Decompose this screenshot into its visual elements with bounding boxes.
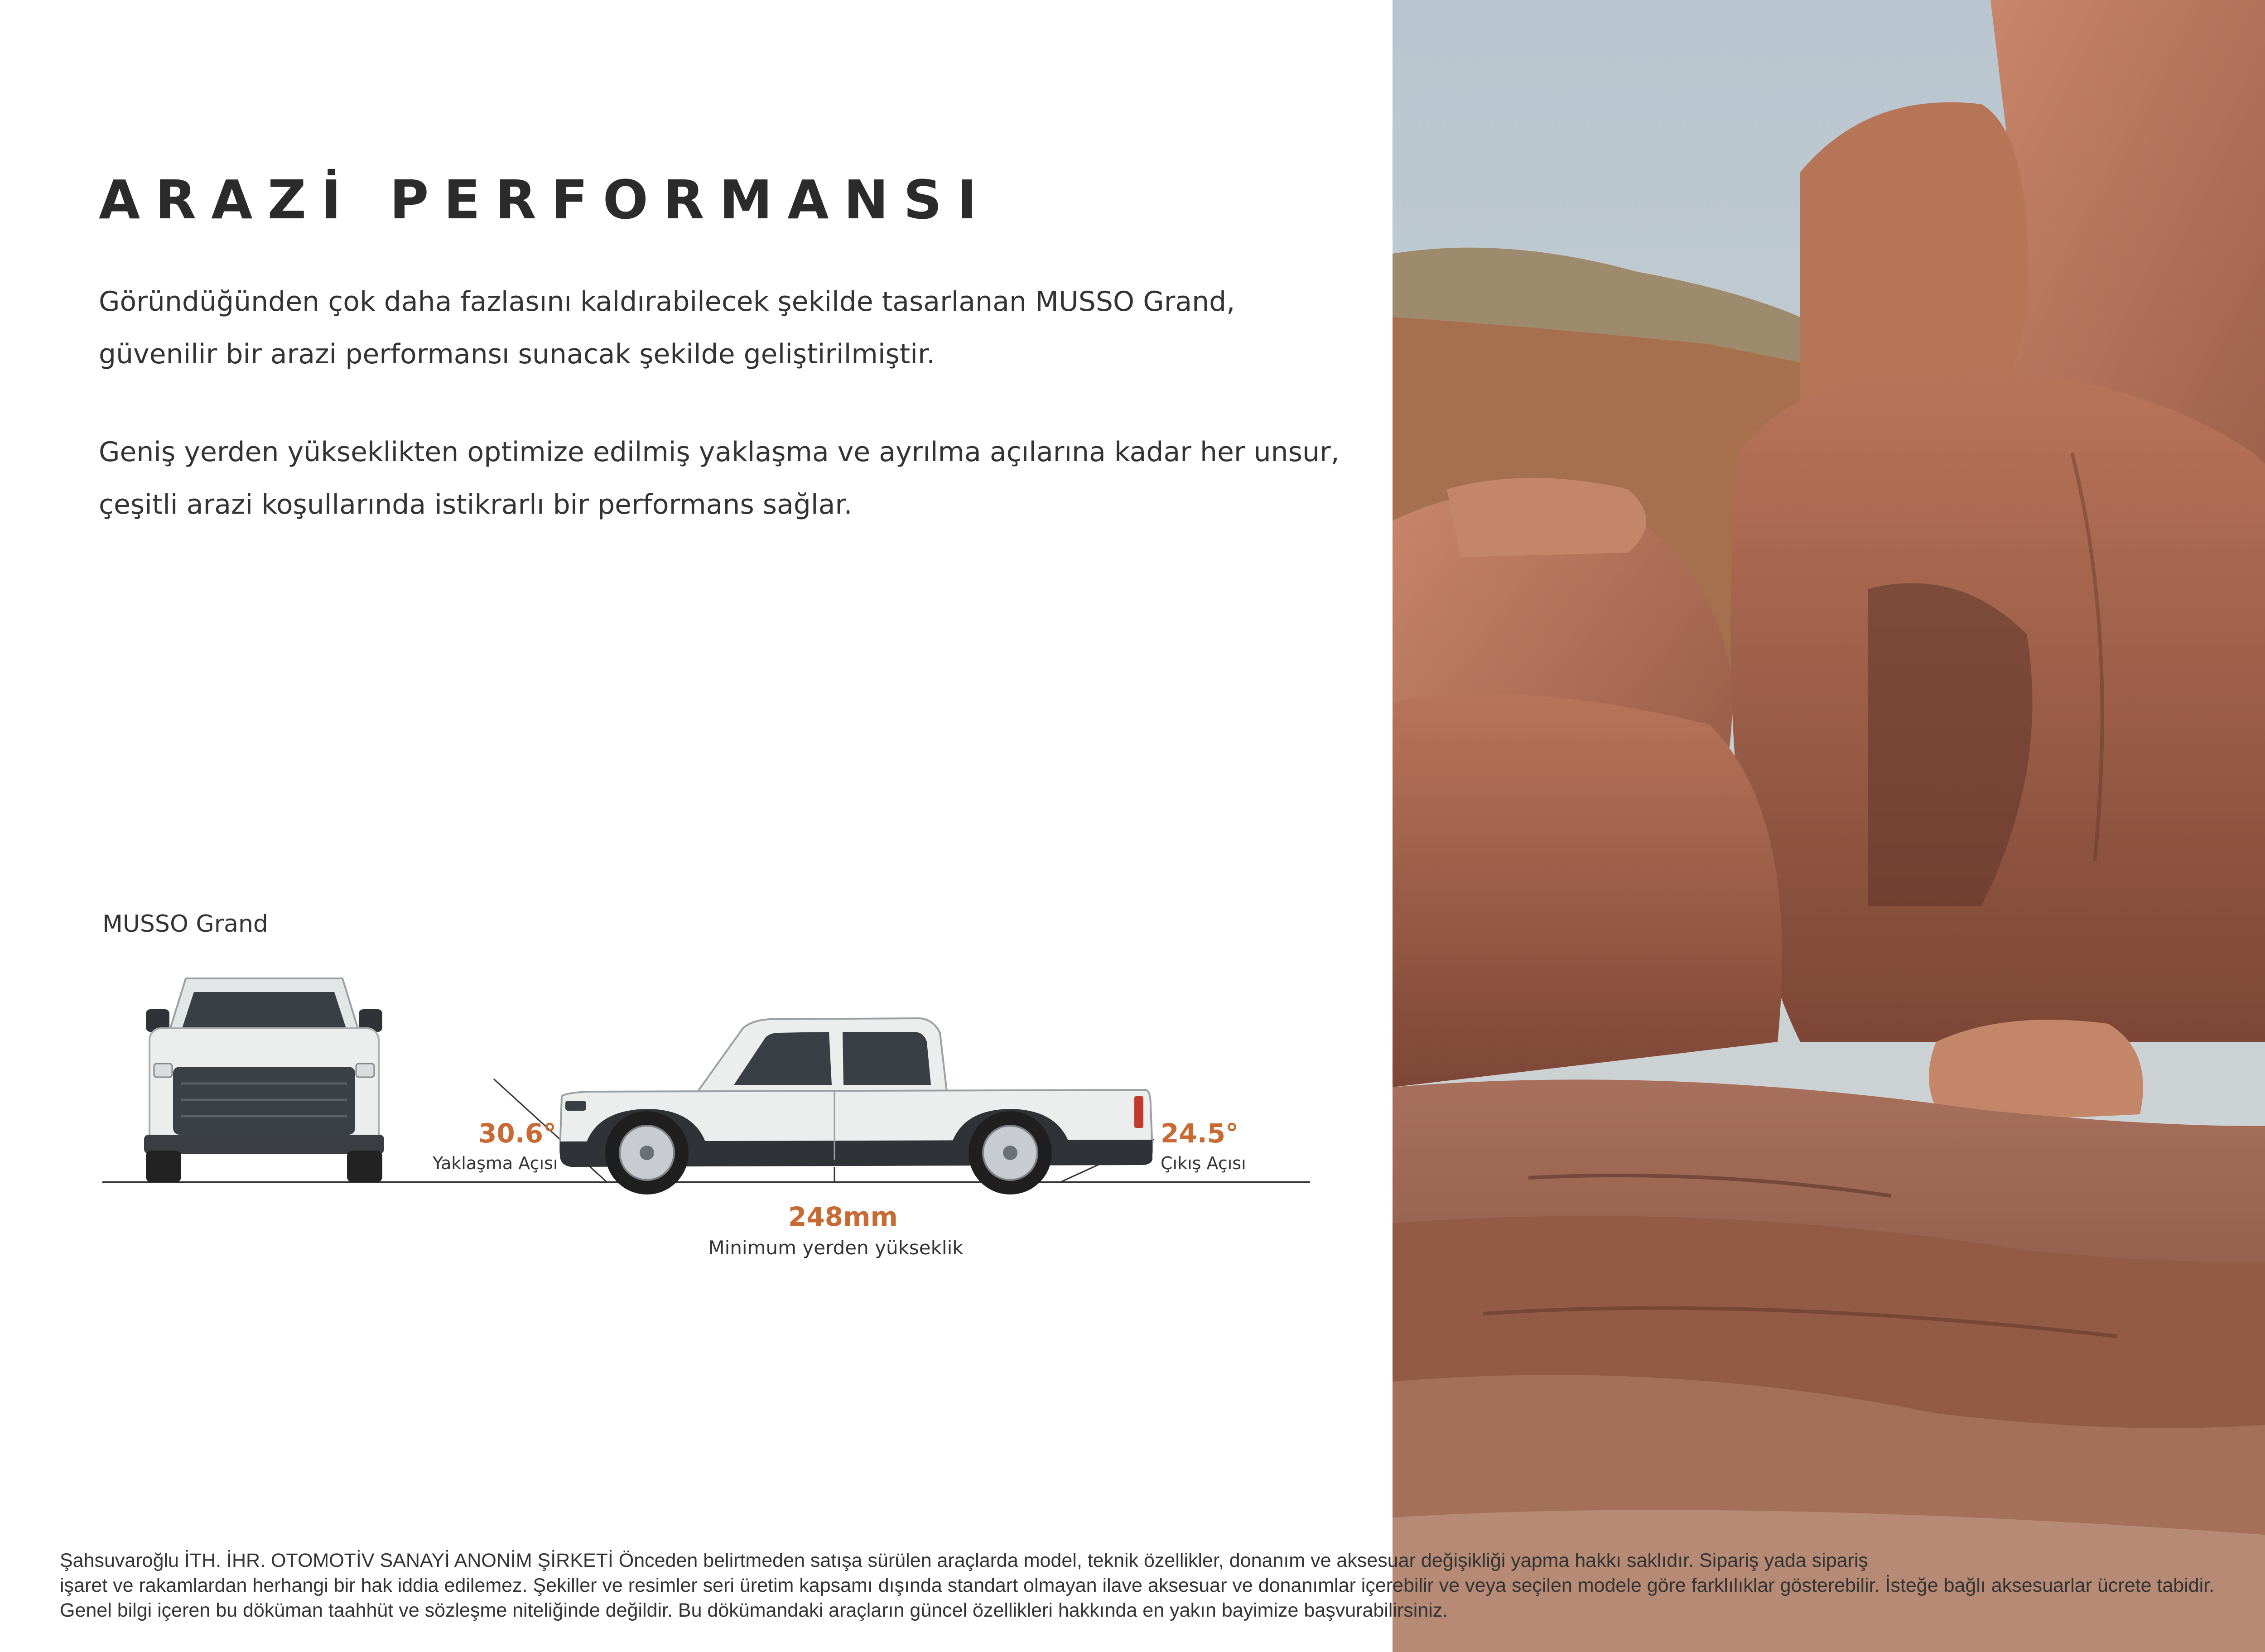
- intro-paragraph-2-line-2: çeşitli arazi koşullarında istikrarlı bir performans sağlar.: [99, 489, 853, 520]
- intro-paragraph-1-line-2: güvenilir bir arazi performansı sunacak şekilde geliştirilmiştir.: [99, 338, 935, 370]
- departure-angle-label: Çıkış Açısı: [1161, 1153, 1246, 1173]
- intro-paragraph-2: [99, 426, 1345, 531]
- approach-angle-label: Yaklaşma Açısı: [433, 1153, 558, 1173]
- disclaimer-line-2: işaret ve rakamlardan herhangi bir hak iddia edilemez. Şekiller ve resimler seri üretim kapsamı dışında standart olmayan ilave aksesuar ve donanımlar içerebilir ve veya seçilen modele göre farklılıklar gösterebilir. İsteğe bağlı aksesuarlar ücrete tabidir.: [60, 1575, 2215, 1596]
- ground-clearance-label: Minimum yerden yükseklik: [708, 1237, 964, 1259]
- intro-paragraph-2-line-1: Geniş yerden yükseklikten optimize edilmiş yaklaşma ve ayrılma açılarına kadar her unsur,: [99, 436, 1340, 468]
- pickup-side-view-icon: [494, 1018, 1154, 1194]
- page-title: ARAZİ PERFORMANSI: [99, 169, 992, 231]
- model-label: MUSSO Grand: [102, 910, 268, 938]
- legal-disclaimer: [60, 1548, 2265, 1623]
- disclaimer-line-3: Genel bilgi içeren bu döküman taahhüt ve sözleşme niteliğinde değildir. Bu dökümandaki araçların güncel özellikleri hakkında en yakın bayimize başvurabilirsiniz.: [60, 1599, 1448, 1621]
- pickup-front-view-icon: [144, 978, 384, 1182]
- intro-paragraph-1: [99, 275, 1345, 380]
- vehicle-spec-diagram: [0, 960, 1359, 1205]
- desert-rock-formation-photo: [1393, 0, 2265, 1652]
- intro-paragraph-1-line-1: Göründüğünden çok daha fazlasını kaldırabilecek şekilde tasarlanan MUSSO Grand,: [99, 286, 1235, 318]
- disclaimer-line-1: Şahsuvaroğlu İTH. İHR. OTOMOTİV SANAYİ ANONİM ŞİRKETİ Önceden belirtmeden satışa sürülen araçlarda model, teknik özellikler, donanım ve aksesuar değişikliği yapma hakkı saklıdır. Sipariş yada sipariş: [60, 1550, 1868, 1571]
- approach-angle-value: 30.6°: [478, 1118, 557, 1149]
- departure-angle-value: 24.5°: [1161, 1118, 1239, 1149]
- ground-clearance-value: 248mm: [788, 1201, 898, 1232]
